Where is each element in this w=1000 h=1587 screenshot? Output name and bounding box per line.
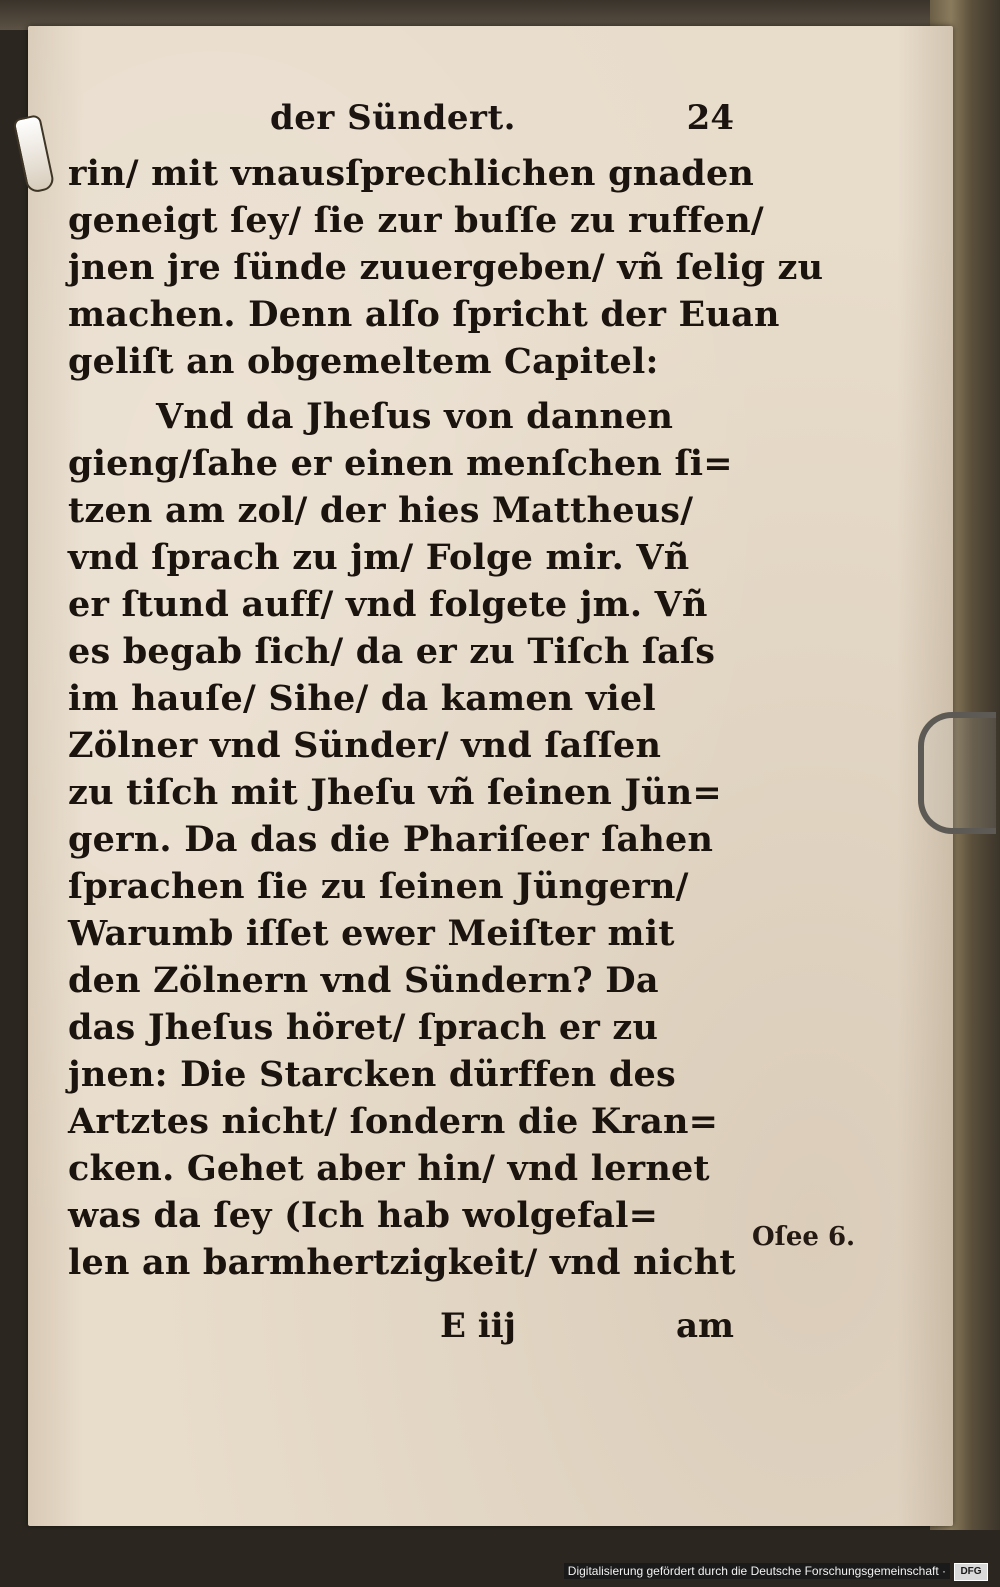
text-line: machen. Denn alſo ſpricht der Euan	[68, 294, 780, 335]
funding-credit: Digitalisierung gefördert durch die Deutsche Forschungsgemeinschaft ·	[564, 1563, 950, 1579]
margin-note: Oſee 6.	[752, 1222, 856, 1252]
page-header	[270, 98, 740, 148]
text-line: zu tiſch mit Jheſu vñ ſeinen Jün=	[68, 772, 722, 813]
text-line: Artztes nicht/ ſondern die Kran=	[68, 1101, 719, 1142]
text-line: len an barmhertzigkeit/ vnd nicht	[68, 1242, 736, 1283]
page-footer	[440, 1306, 740, 1356]
text-line: im hauſe/ Sihe/ da kamen viel	[68, 678, 656, 719]
text-line: ſprachen ſie zu ſeinen Jüngern/	[68, 866, 689, 907]
text-line: Zölner vnd Sünder/ vnd ſaſſen	[68, 725, 662, 766]
text-line: gern. Da das die Phariſeer ſahen	[68, 819, 714, 860]
text-line: was da ſey (Ich hab wolgefal=	[68, 1195, 659, 1236]
paragraph-gap	[68, 385, 748, 393]
text-line: rin/ mit vnausſprechlichen gnaden	[68, 153, 755, 194]
book-clasp	[918, 712, 996, 834]
text-line: jnen jre ſünde zuuergeben/ vñ ſelig zu	[68, 247, 824, 288]
text-line: den Zölnern vnd Sündern? Da	[68, 960, 659, 1001]
text-line: jnen: Die Starcken dürffen des	[68, 1054, 676, 1095]
text-line: geneigt ſey/ ſie zur buſſe zu ruffen/	[68, 200, 764, 241]
text-line-indented: Vnd da Jheſus von dannen	[156, 396, 674, 437]
signature-mark: E iij	[440, 1306, 516, 1346]
text-line: gieng/ſahe er einen menſchen ſi=	[68, 443, 733, 484]
text-line: er ſtund auff/ vnd folgete jm. Vñ	[68, 584, 708, 625]
catchword: am	[675, 1306, 734, 1346]
text-line: vnd ſprach zu jm/ Folge mir. Vñ	[68, 537, 690, 578]
dfg-logo-icon: DFG	[954, 1563, 988, 1581]
text-line: das Jheſus höret/ ſprach er zu	[68, 1007, 659, 1048]
page-number: 24	[686, 98, 734, 138]
running-title: der Sündert.	[270, 98, 517, 138]
scan-footer	[0, 1530, 1000, 1587]
text-line: Warumb iſſet ewer Meiſter mit	[68, 913, 675, 954]
text-line: tzen am zol/ der hies Mattheus/	[68, 490, 694, 531]
text-line: cken. Gehet aber hin/ vnd lernet	[68, 1148, 710, 1189]
text-line: es begab ſich/ da er zu Tiſch ſaſs	[68, 631, 716, 672]
text-line: geliſt an obgemeltem Capitel:	[68, 341, 659, 382]
